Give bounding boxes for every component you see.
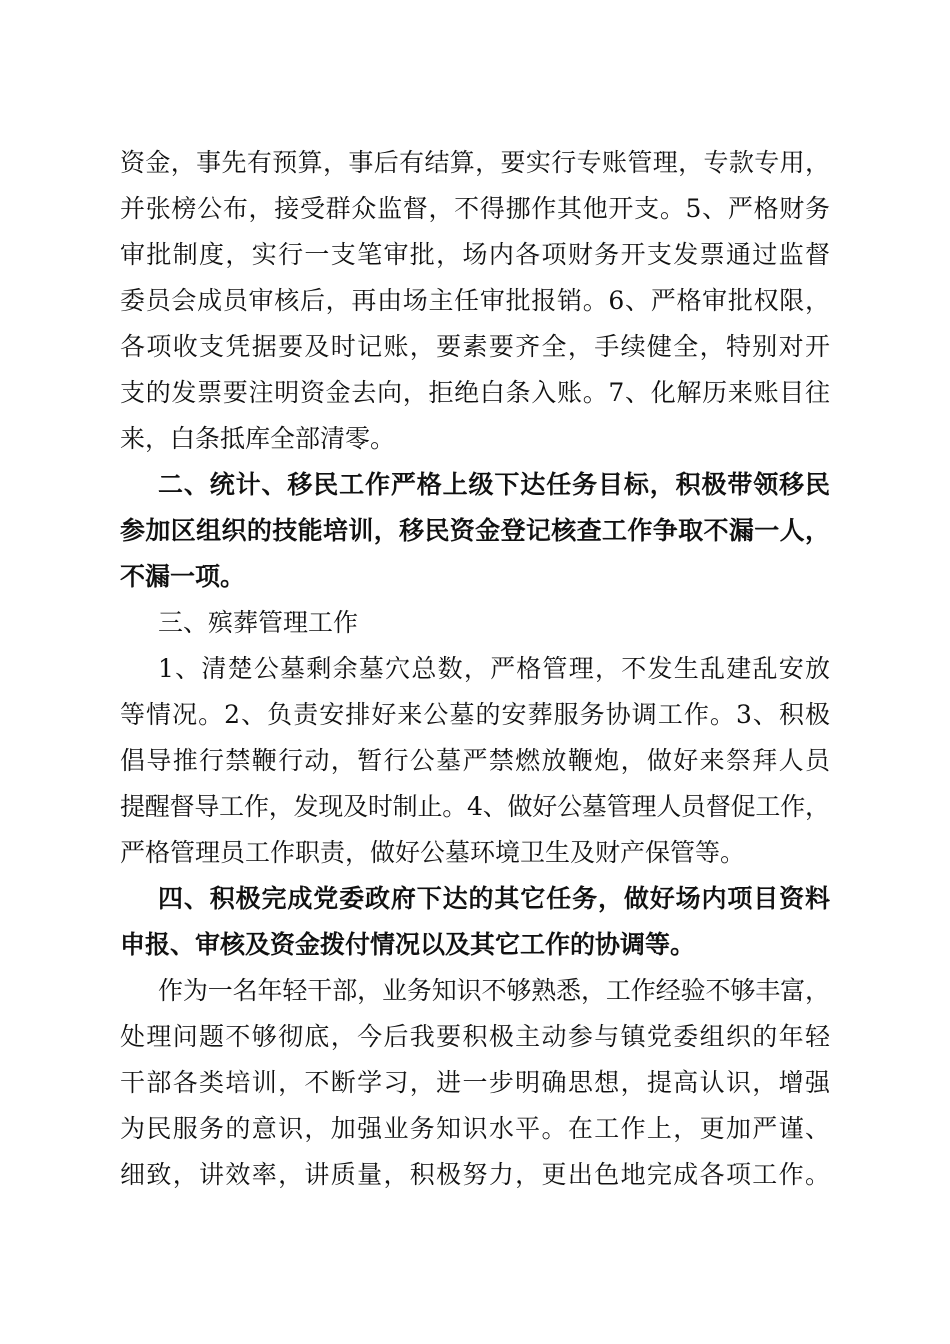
paragraph-1-line-6: 支的发票要注明资金去向，拒绝白条入账。7、化解历来账目往: [120, 378, 831, 407]
paragraph-1-line-1: 资金，事先有预算，事后有结算，要实行专账管理，专款专用，: [120, 148, 831, 177]
section-2-line-2: 参加区组织的技能培训，移民资金登记核查工作争取不漏一人，: [120, 516, 831, 545]
section-2-line-1: 二、统计、移民工作严格上级下达任务目标，积极带领移民: [158, 470, 831, 499]
closing-line-4: 为民服务的意识，加强业务知识水平。在工作上，更加严谨、: [120, 1114, 832, 1143]
section-3-line-3: 倡导推行禁鞭行动，暂行公墓严禁燃放鞭炮，做好来祭拜人员: [120, 746, 832, 775]
closing-line-3: 干部各类培训，不断学习，进一步明确思想，提高认识，增强: [120, 1068, 832, 1097]
section-2-line-3: 不漏一项。: [120, 562, 246, 591]
closing-line-5: 细致，讲效率，讲质量，积极努力，更出色地完成各项工作。: [120, 1160, 832, 1189]
section-3-line-1: 1、清楚公墓剩余墓穴总数，严格管理，不发生乱建乱安放: [158, 654, 832, 683]
closing-line-1: 作为一名年轻干部，业务知识不够熟悉，工作经验不够丰富，: [158, 976, 830, 1005]
section-3-heading: 三、殡葬管理工作: [158, 608, 359, 637]
closing-line-2: 处理问题不够彻底，今后我要积极主动参与镇党委组织的年轻: [120, 1022, 832, 1051]
section-3-line-5: 严格管理员工作职责，做好公墓环境卫生及财产保管等。: [120, 838, 746, 867]
section-4-line-1: 四、积极完成党委政府下达的其它任务，做好场内项目资料: [158, 884, 831, 913]
section-3-line-2: 等情况。2、负责安排好来公墓的安葬服务协调工作。3、积极: [120, 700, 832, 729]
paragraph-1-line-3: 审批制度，实行一支笔审批，场内各项财务开支发票通过监督: [120, 240, 832, 269]
section-4-line-2: 申报、审核及资金拨付情况以及其它工作的协调等。: [120, 930, 696, 959]
paragraph-1-line-5: 各项收支凭据要及时记账，要素要齐全，手续健全，特别对开: [120, 332, 832, 361]
paragraph-1-line-7: 来，白条抵库全部清零。: [120, 424, 396, 453]
section-3-line-4: 提醒督导工作，发现及时制止。4、做好公墓管理人员督促工作，: [120, 792, 830, 821]
paragraph-1-line-4: 委员会成员审核后，再由场主任审批报销。6、严格审批权限，: [120, 286, 831, 315]
paragraph-1-line-2: 并张榜公布，接受群众监督，不得挪作其他开支。5、严格财务: [120, 194, 831, 223]
